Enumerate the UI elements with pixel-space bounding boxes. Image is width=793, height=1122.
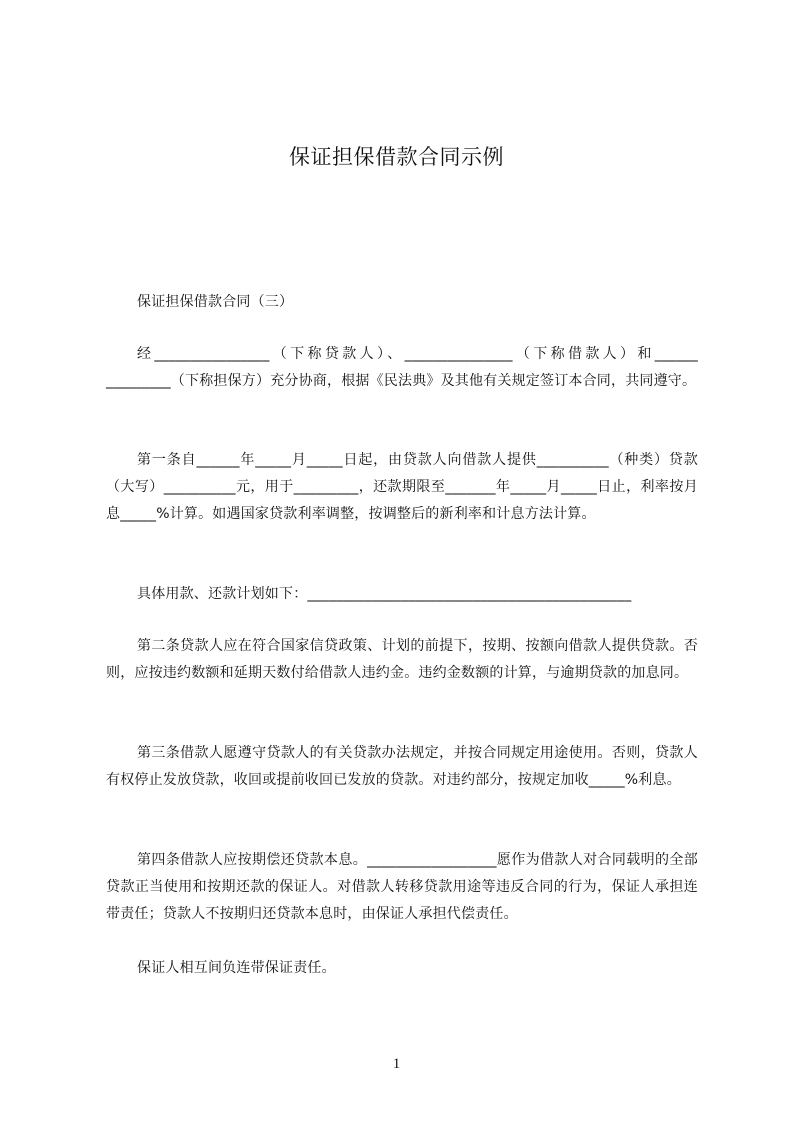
contract-subtitle: 保证担保借款合同（三） [137, 294, 294, 310]
document-title: 保证担保借款合同示例 [289, 145, 504, 169]
paragraph-repayment-plan: 具体用款、还款计划如下：_____________________________________________ [137, 586, 632, 602]
paragraph-article-1: 第一条自______年_____月_____日起，由贷款人向借款人提供__________（种类）贷款（大写）__________元，用于_________，还款期限至_______年_____月_____日止，利率按月息_____%计算。如遇国家贷款利率调整，按调整后的新利率和计息方法计算。 [106, 452, 698, 522]
paragraph-article-3: 第三条借款人愿遵守贷款人的有关贷款办法规定，并按合同规定用途使用。否则，贷款人有权停止发放贷款，收回或提前收回已发放的贷款。对违约部分，按规定加收_____%利息。 [106, 745, 698, 788]
page-number: 1 [392, 1056, 401, 1072]
paragraph-joint-liability: 保证人相互间负连带保证责任。 [137, 960, 336, 976]
paragraph-article-2: 第二条贷款人应在符合国家信贷政策、计划的前提下，按期、按额向借款人提供贷款。否则，应按违约数额和延期天数付给借款人违约金。违约金数额的计算，与逾期贷款的加息同。 [106, 638, 698, 681]
paragraph-parties: 经________________（下称贷款人）、_______________（下称借款人）和______ _________（下称担保方）充分协商，根据《民法典》及其他有关规定签订本合同，共同遵守。 [106, 346, 698, 389]
paragraph-article-4: 第四条借款人应按期偿还贷款本息。__________________愿作为借款人对合同载明的全部贷款正当使用和按期还款的保证人。对借款人转移贷款用途等违反合同的行为，保证人承担连带责任；贷款人不按期归还贷款本息时，由保证人承担代偿责任。 [106, 852, 698, 922]
